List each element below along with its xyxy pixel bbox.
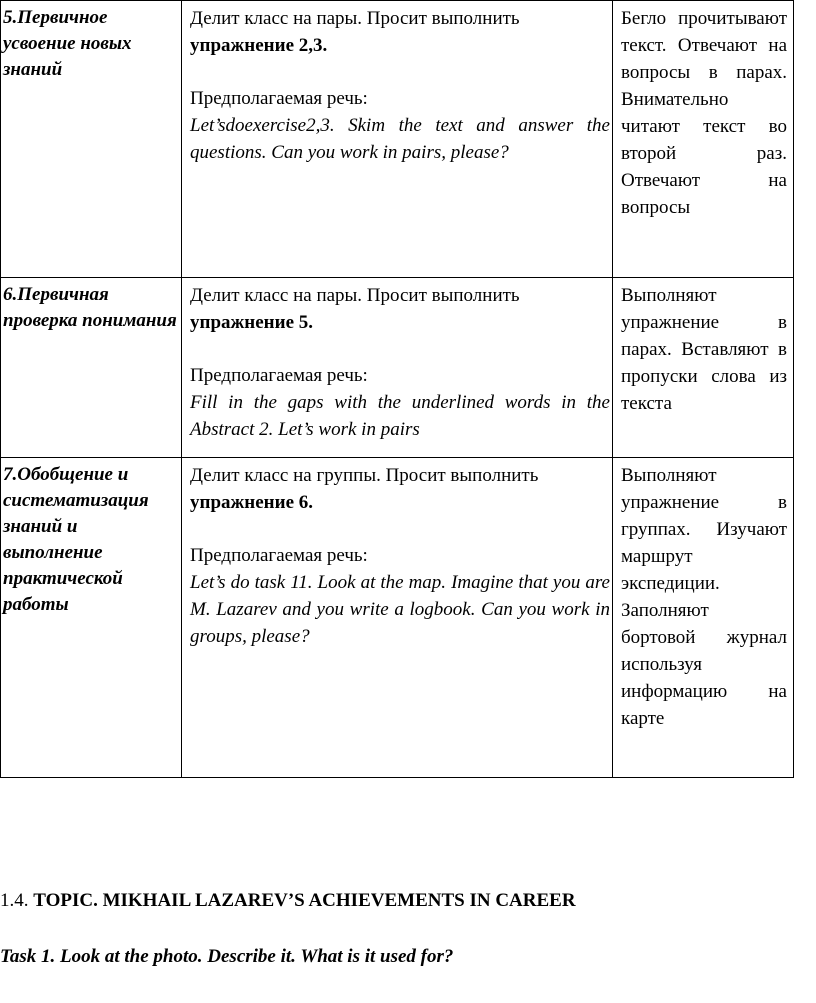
- speech-label: Предполагаемая речь:: [190, 545, 368, 566]
- stage-cell: [1, 458, 182, 778]
- pupils-cell: [613, 278, 794, 458]
- teacher-cell: [182, 1, 613, 278]
- stage-label: 7.Обобщение и систематизация знаний и выполнение практической работы: [3, 464, 149, 615]
- teacher-cell: [182, 458, 613, 778]
- stage-cell: [1, 1, 182, 278]
- teacher-cell: [182, 278, 613, 458]
- topic-number: 1.4.: [0, 890, 29, 911]
- topic-heading: [0, 890, 576, 912]
- stage-label: 5.Первичное усвоение новых знаний: [3, 7, 132, 80]
- pupils-activity: Выполняют упражнение в группах. Изучают маршрут экспедиции. Заполняют бортовой журнал используя информацию на карте: [621, 465, 787, 729]
- expected-speech: Fill in the gaps with the underlined words in the Abstract 2. Let’s work in pairs: [190, 392, 610, 440]
- table-row: [1, 1, 794, 278]
- pupils-cell: [613, 458, 794, 778]
- teacher-action: Делит класс на пары. Просит выполнить: [190, 8, 520, 29]
- exercise-label: упражнение 6.: [190, 492, 313, 513]
- pupils-activity: Выполняют упражнение в парах. Вставляют в пропуски слова из текста: [621, 285, 787, 414]
- pupils-activity: Бегло прочитывают текст. Отвечают на вопросы в парах. Внимательно читают текст во второй раз. Отвечают на вопросы: [621, 8, 787, 218]
- speech-label: Предполагаемая речь:: [190, 88, 368, 109]
- expected-speech: Let’sdoexercise2,3. Skim the text and answer the questions. Can you work in pairs, please?: [190, 115, 610, 163]
- exercise-label: упражнение 2,3.: [190, 35, 328, 56]
- table-row: [1, 278, 794, 458]
- teacher-action: Делит класс на группы. Просит выполнить: [190, 465, 539, 486]
- stage-cell: [1, 278, 182, 458]
- pupils-cell: [613, 1, 794, 278]
- topic-title: TOPIC. MIKHAIL LAZAREV’S ACHIEVEMENTS IN CAREER: [33, 890, 576, 911]
- teacher-action: Делит класс на пары. Просит выполнить: [190, 285, 520, 306]
- stage-label: 6.Первичная проверка понимания: [3, 284, 177, 331]
- speech-label: Предполагаемая речь:: [190, 365, 368, 386]
- table-row: [1, 458, 794, 778]
- exercise-label: упражнение 5.: [190, 312, 313, 333]
- task-heading: Task 1. Look at the photo. Describe it. What is it used for?: [0, 946, 454, 967]
- expected-speech: Let’s do task 11. Look at the map. Imagine that you are M. Lazarev and you write a logbook. Can you work in groups, please?: [190, 572, 610, 647]
